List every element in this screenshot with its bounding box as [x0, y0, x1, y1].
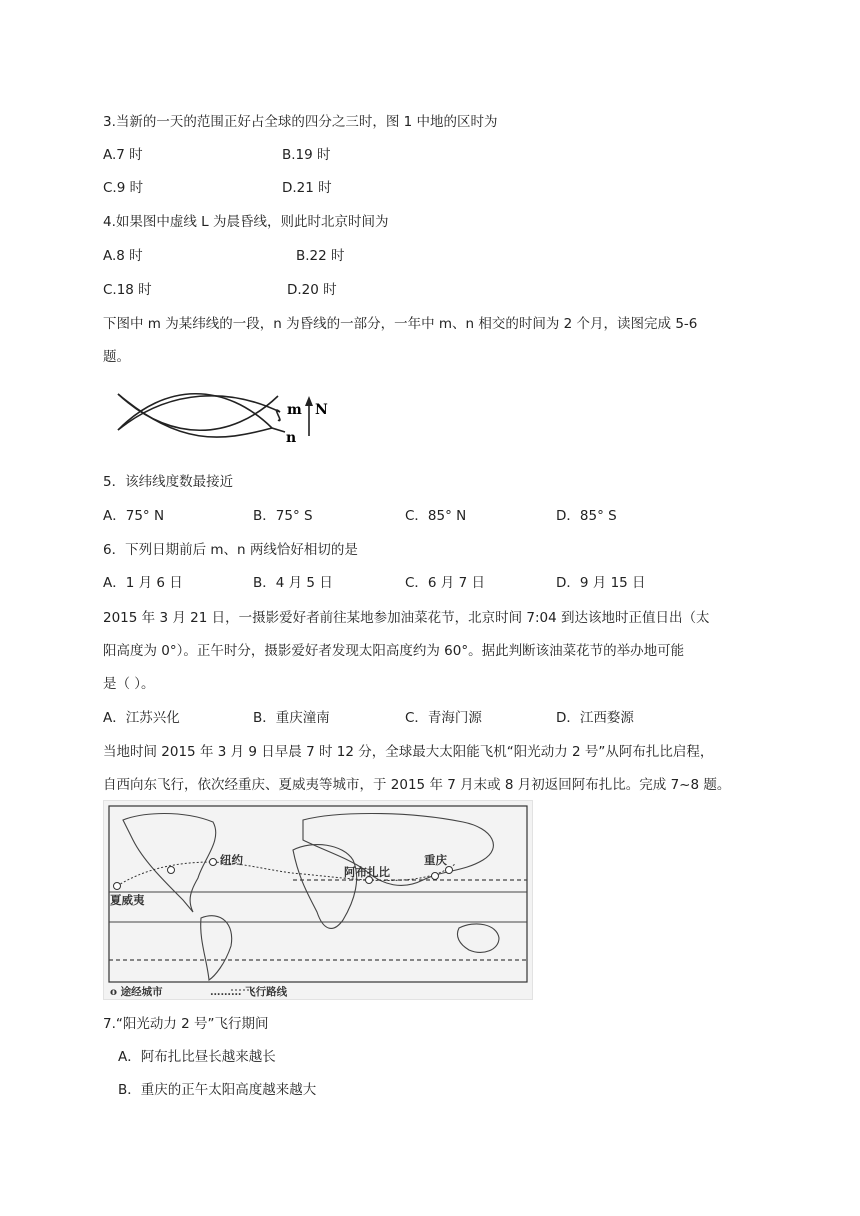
- q5-option-c: C．85° N: [405, 508, 467, 524]
- intro-5-6-line2: 题。: [103, 349, 130, 365]
- q6-option-a: A．1 月 6 日: [103, 575, 183, 591]
- rapeseed-question-line2: 阳高度为 0°）。正午时分，摄影爱好者发现太阳高度约为 60°。据此判断该油菜花节的举办地可能: [103, 643, 685, 659]
- question-5-stem: 5．该纬线度数最接近: [103, 474, 234, 490]
- label-N: N: [315, 402, 328, 418]
- city-marker-5: [432, 873, 439, 880]
- rapeseed-option-c: C．青海门源: [405, 710, 482, 726]
- latitude-terminator-figure: [110, 384, 330, 448]
- australia-outline: [457, 924, 499, 952]
- question-7-stem: 7.“阳光动力 2 号”飞行期间: [103, 1016, 269, 1032]
- label-hawaii: 夏威夷: [110, 893, 145, 907]
- label-abu-dhabi: 阿布扎比: [344, 865, 390, 879]
- rapeseed-question-line3: 是（ ）。: [103, 676, 155, 692]
- q7-option-b: B．重庆的正午太阳高度越来越大: [118, 1082, 317, 1098]
- q5-option-d: D．85° S: [556, 508, 617, 524]
- map-legend: [110, 984, 287, 999]
- q6-option-b: B．4 月 5 日: [253, 575, 333, 591]
- city-marker-2: [168, 867, 175, 874]
- label-chongqing: 重庆: [424, 853, 447, 867]
- q3-option-b: B.19 时: [282, 147, 331, 163]
- label-m: m: [287, 402, 302, 418]
- q5-option-a: A．75° N: [103, 508, 165, 524]
- q3-option-a: A.7 时: [103, 147, 143, 163]
- rapeseed-option-b: B．重庆潼南: [253, 710, 330, 726]
- rapeseed-option-a: A．江苏兴化: [103, 710, 180, 726]
- q4-option-b: B.22 时: [296, 248, 345, 264]
- south-america-outline: [201, 916, 232, 980]
- city-marker-hawaii: [114, 883, 121, 890]
- intro-7-8-line1: 当地时间 2015 年 3 月 9 日早晨 7 时 12 分，全球最大太阳能飞机“阳光动力 2 号”从阿布扎比启程，: [103, 744, 714, 760]
- q5-option-b: B．75° S: [253, 508, 313, 524]
- north-arrow-head: [305, 396, 313, 406]
- intro-5-6-line1: 下图中 m 为某纬线的一段，n 为昏线的一部分，一年中 m、n 相交的时间为 2 个月，读图完成 5-6: [103, 316, 698, 332]
- eurasia-outline: [303, 814, 493, 886]
- label-n: n: [286, 430, 297, 446]
- q4-option-a: A.8 时: [103, 248, 143, 264]
- map-frame: [109, 806, 527, 982]
- q6-option-c: C．6 月 7 日: [405, 575, 485, 591]
- q3-option-c: C.9 时: [103, 180, 144, 196]
- q7-option-a: A．阿布扎比昼长越来越长: [118, 1049, 276, 1065]
- question-3-stem: 3.当新的一天的范围正好占全球的四分之三时，图 1 中地的区时为: [103, 114, 498, 130]
- flight-route: [117, 862, 455, 886]
- q6-option-d: D．9 月 15 日: [556, 575, 646, 591]
- city-marker-newyork: [210, 859, 217, 866]
- q4-option-c: C.18 时: [103, 282, 152, 298]
- label-new-york: 纽约: [220, 853, 243, 867]
- rapeseed-question-line1: 2015 年 3 月 21 日，一摄影爱好者前往某地参加油菜花节，北京时间 7:04 到达该地时正值日出（太: [103, 610, 710, 626]
- africa-outline: [293, 845, 357, 929]
- q3-option-d: D.21 时: [282, 180, 332, 196]
- legend-city: o 途经城市: [110, 986, 163, 998]
- question-4-stem: 4.如果图中虚线 L 为晨昏线，则此时北京时间为: [103, 214, 389, 230]
- question-6-stem: 6．下列日期前后 m、n 两线恰好相切的是: [103, 542, 358, 558]
- intro-7-8-line2: 自西向东飞行，依次经重庆、夏威夷等城市，于 2015 年 7 月末或 8 月初返回阿布扎比。完成 7~8 题。: [103, 777, 731, 793]
- rapeseed-option-d: D．江西婺源: [556, 710, 634, 726]
- legend-route: ……… 飞行路线: [209, 986, 288, 998]
- q4-option-d: D.20 时: [287, 282, 337, 298]
- world-map-drawing: [103, 800, 533, 1000]
